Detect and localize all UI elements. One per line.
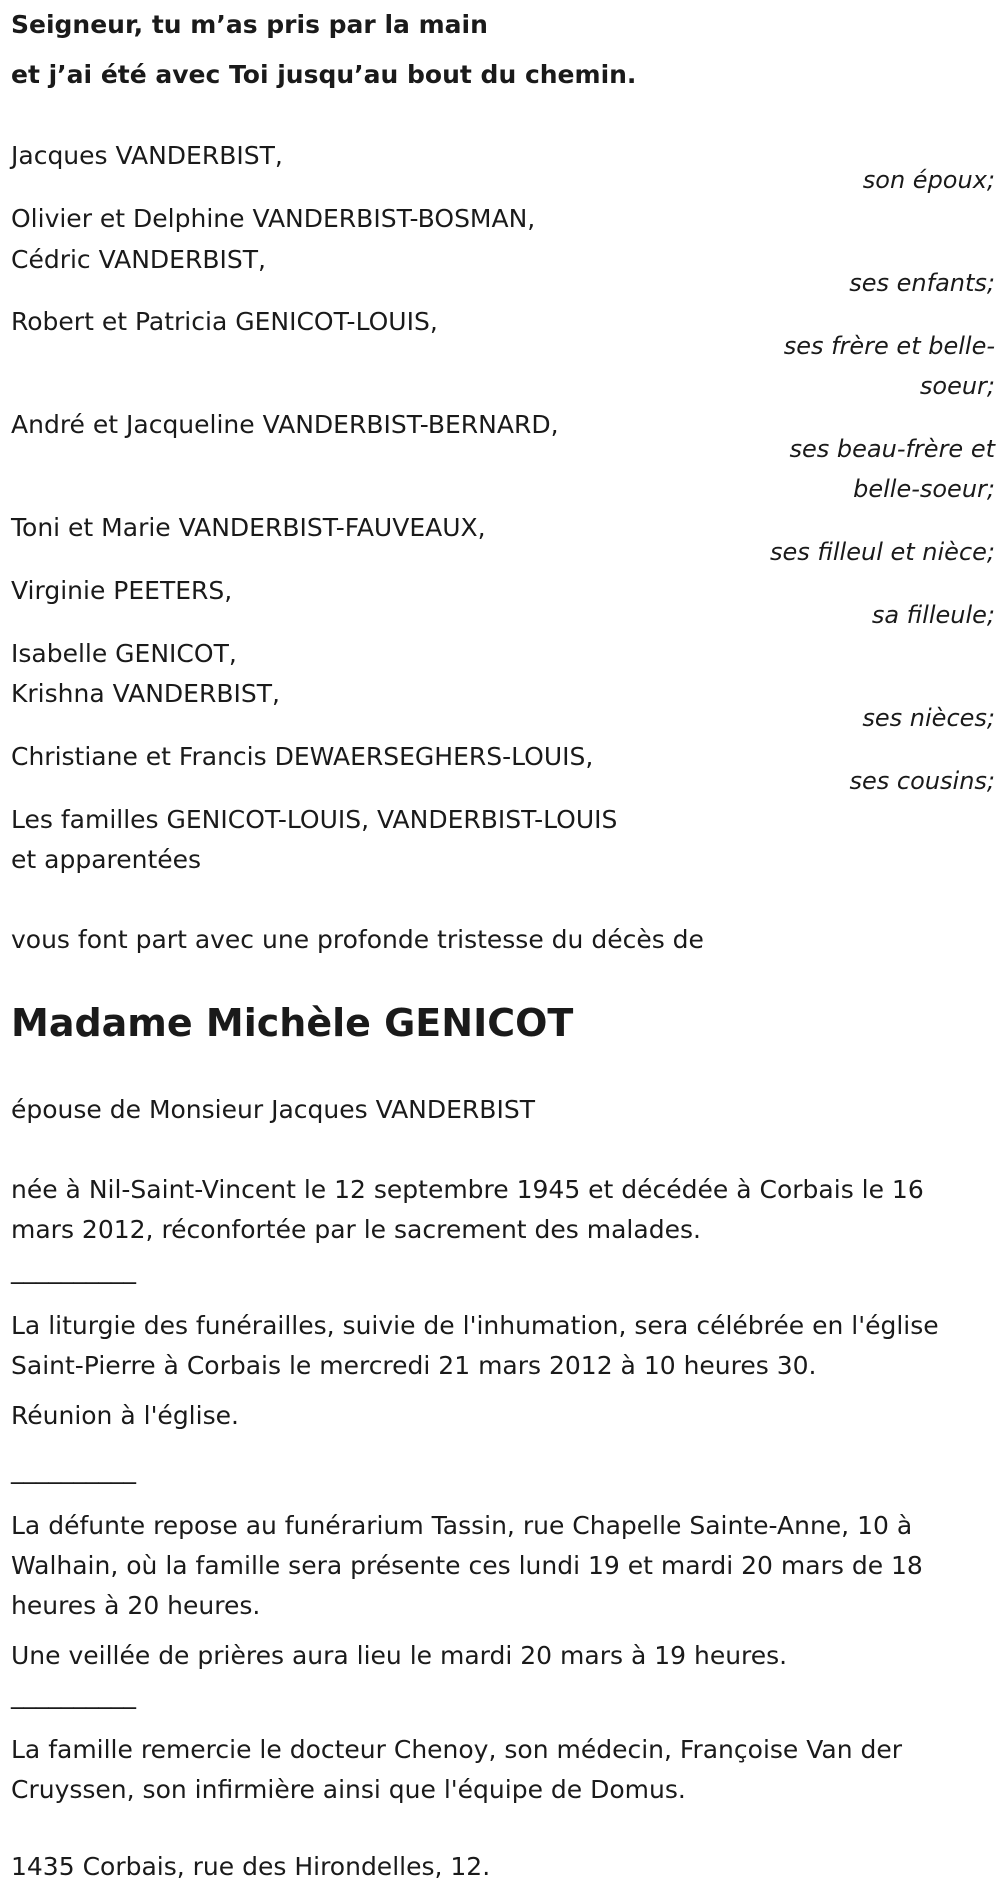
family-relation: ses nièces;	[862, 704, 995, 732]
family-name: Robert et Patricia GENICOT-LOUIS,	[11, 307, 438, 336]
announcement-text: vous font part avec une profonde tristesse du décès de	[11, 925, 704, 954]
section-separator: __________	[11, 1255, 136, 1284]
family-relation: sa filleule;	[871, 601, 995, 629]
family-relation: son époux;	[862, 166, 995, 194]
family-name: André et Jacqueline VANDERBIST-BERNARD,	[11, 410, 559, 439]
family-name: Isabelle GENICOT,	[11, 639, 237, 668]
family-name: Olivier et Delphine VANDERBIST-BOSMAN,	[11, 204, 536, 233]
family-name: Cédric VANDERBIST,	[11, 245, 266, 274]
family-name: Toni et Marie VANDERBIST-FAUVEAUX,	[11, 513, 486, 542]
family-relation: ses filleul et nièce;	[769, 538, 995, 566]
family-relation: soeur;	[919, 372, 995, 400]
family-relation: belle-soeur;	[853, 475, 995, 503]
address: 1435 Corbais, rue des Hirondelles, 12.	[11, 1852, 491, 1881]
family-name: Christiane et Francis DEWAERSEGHERS-LOUIS,	[11, 742, 594, 771]
family-name: Virginie PEETERS,	[11, 576, 233, 605]
family-name: et apparentées	[11, 845, 202, 874]
funeral-line-2: Saint-Pierre à Corbais le mercredi 21 mars 2012 à 10 heures 30.	[11, 1351, 817, 1380]
repose-line-1: La défunte repose au funérarium Tassin, rue Chapelle Sainte-Anne, 10 à	[11, 1511, 913, 1540]
birth-death-line-2: mars 2012, réconfortée par le sacrement des malades.	[11, 1215, 701, 1244]
birth-death-line-1: née à Nil-Saint-Vincent le 12 septembre 1945 et décédée à Corbais le 16	[11, 1175, 924, 1204]
family-relation: ses frère et belle-	[783, 332, 995, 360]
thanks-line-2: Cruyssen, son infirmière ainsi que l'équipe de Domus.	[11, 1775, 686, 1804]
family-relation: ses enfants;	[849, 269, 995, 297]
deceased-name: Madame Michèle GENICOT	[11, 1001, 574, 1045]
verse-line-2: et j’ai été avec Toi jusqu’au bout du chemin.	[11, 60, 637, 89]
family-relation: ses beau-frère et	[789, 435, 995, 463]
family-name: Jacques VANDERBIST,	[11, 141, 283, 170]
repose-line-4: Une veillée de prières aura lieu le mardi 20 mars à 19 heures.	[11, 1641, 788, 1670]
repose-line-2: Walhain, où la famille sera présente ces lundi 19 et mardi 20 mars de 18	[11, 1551, 923, 1580]
thanks-line-1: La famille remercie le docteur Chenoy, son médecin, Françoise Van der	[11, 1735, 903, 1764]
funeral-line-1: La liturgie des funérailles, suivie de l'inhumation, sera célébrée en l'église	[11, 1311, 939, 1340]
section-separator: __________	[11, 1455, 136, 1484]
family-name: Les familles GENICOT-LOUIS, VANDERBIST-LOUIS	[11, 805, 618, 834]
verse-line-1: Seigneur, tu m’as pris par la main	[11, 10, 488, 39]
funeral-line-3: Réunion à l'église.	[11, 1401, 239, 1430]
section-separator: __________	[11, 1680, 136, 1709]
family-relation: ses cousins;	[849, 767, 995, 795]
repose-line-3: heures à 20 heures.	[11, 1591, 261, 1620]
family-name: Krishna VANDERBIST,	[11, 679, 280, 708]
spouse-line: épouse de Monsieur Jacques VANDERBIST	[11, 1095, 535, 1124]
